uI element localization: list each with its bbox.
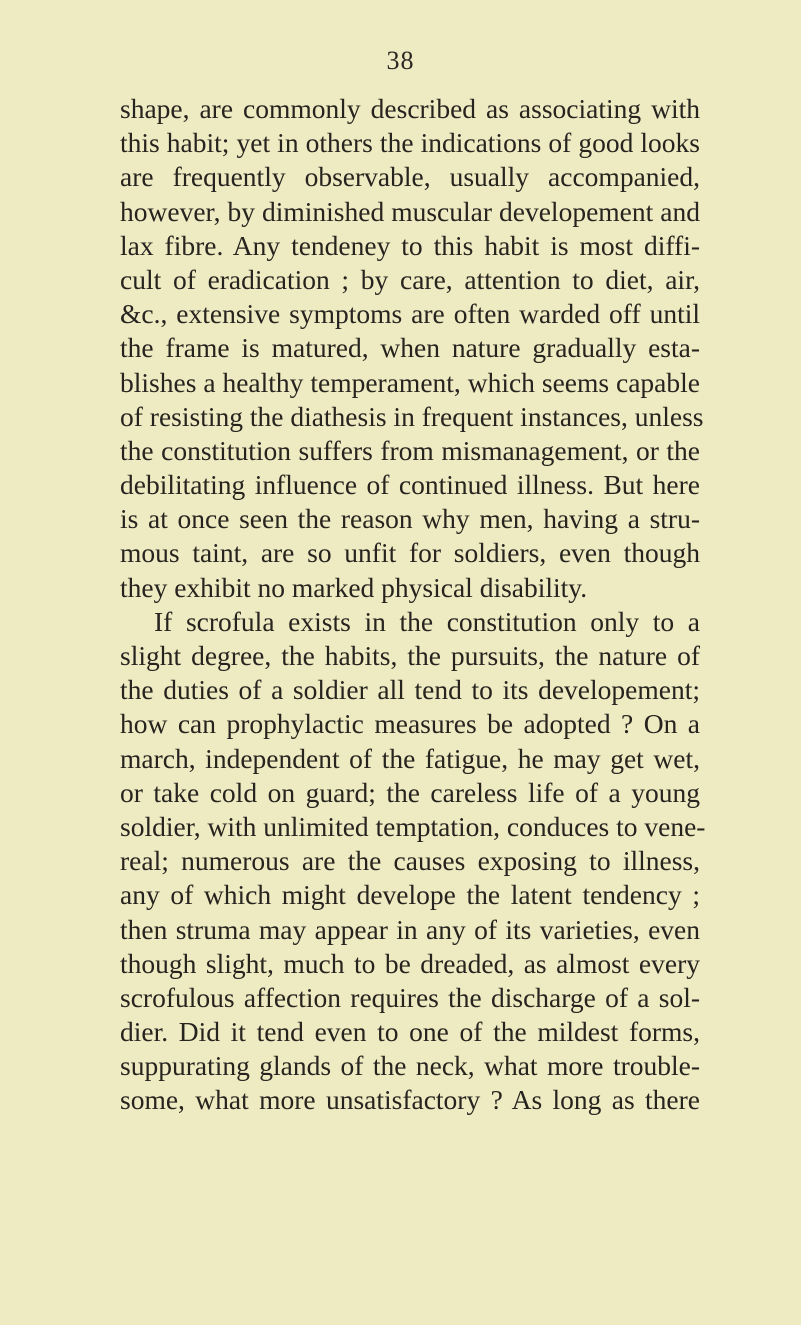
page-number: 38 [386,46,415,75]
text-line: how can prophylactic measures be adopted ? On a [120,708,700,740]
text-line: this habit; yet in others the indications of good looks [120,127,700,159]
text-line: mous taint, are so unfit for soldiers, even though [120,537,700,569]
text-line: lax fibre. Any tendeney to this habit is most diffi- [120,229,700,261]
text-line: they exhibit no marked physical disability. [120,571,588,603]
text-line: march, independent of the fatigue, he may get wet, [120,742,700,774]
text-line: suppurating glands of the neck, what more trouble- [120,1050,700,1082]
text-line: cult of eradication ; by care, attention to diet, air, [120,263,700,295]
text-line: however, by diminished muscular developement and [120,195,700,227]
text-line: blishes a healthy temperament, which seems capable [120,366,700,398]
text-line: the duties of a soldier all tend to its developement; [120,674,700,706]
text-line: are frequently observable, usually accompanied, [120,161,700,193]
text-line: then struma may appear in any of its varieties, even [120,913,700,945]
text-line: is at once seen the reason why men, having a stru- [120,503,700,535]
text-line: If scrofula exists in the constitution only to a [154,605,700,637]
text-line: any of which might develope the latent tendency ; [120,879,700,911]
text-line: though slight, much to be dreaded, as almost every [120,947,700,979]
text-line: debilitating influence of continued illness. But here [120,469,700,501]
text-line: dier. Did it tend even to one of the mildest forms, [120,1016,700,1048]
text-line: slight degree, the habits, the pursuits, the nature of [120,640,700,671]
text-line: shape, are commonly described as associating with [120,93,700,124]
text-line: some, what more unsatisfactory ? As long as there [120,1084,700,1116]
body-text [120,92,706,1118]
text-line: or take cold on guard; the careless life of a young [120,776,700,808]
text-line: the constitution suffers from mismanagement, or the [120,434,700,466]
text-line: the frame is matured, when nature gradually esta- [120,332,700,364]
text-line: real; numerous are the causes exposing to illness, [120,845,700,877]
text-line: of resisting the diathesis in frequent instances, unless [120,400,704,432]
text-line: &c., extensive symptoms are often warded off until [120,298,700,330]
text-line: soldier, with unlimited temptation, conduces to vene- [120,810,706,842]
text-line: scrofulous affection requires the discharge of a sol- [120,981,700,1013]
